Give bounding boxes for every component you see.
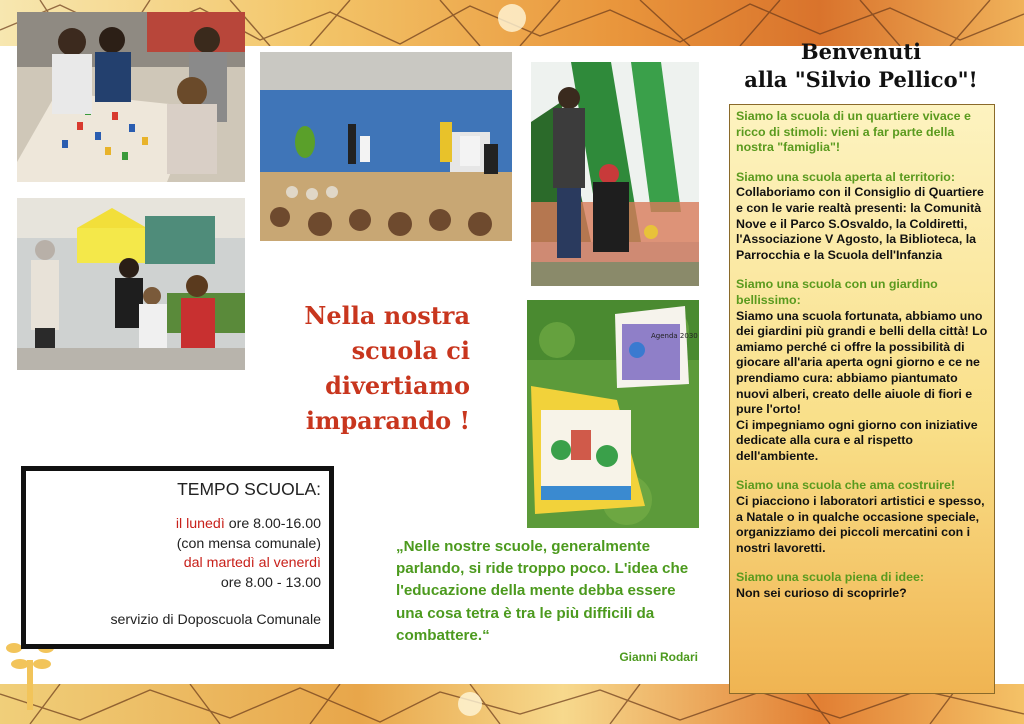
tempo-monday-label: il lunedì (175, 516, 225, 532)
tempo-scuola-box (21, 466, 334, 649)
info-territory-heading: Siamo una scuola aperta al territorio: (736, 169, 955, 184)
info-territory-text: Collaboriamo con il Consiglio di Quartiere e con le varie realtà presenti: la Comunità Nove e il Parco S.Osvaldo, la Coldiretti, l'Associazione V Agosto, la Biblioteca, la Parrocchia e la Scuola dell'Infanzia (736, 185, 984, 262)
tempo-heading: TEMPO SCUOLA: (177, 479, 321, 499)
photo-kids-painting-mural (531, 62, 699, 286)
info-build (736, 478, 988, 556)
info-garden-text-2: Ci impegniamo ogni giorno con iniziative dedicate alla cura e al rispetto dell'ambiente. (736, 417, 978, 463)
agenda-label: Agenda 2030 (651, 332, 698, 340)
tempo-week-label: dal martedì al venerdì (183, 555, 321, 572)
title-line-1: Benvenuti (800, 39, 922, 64)
slogan-line-1: Nella nostra (304, 301, 470, 330)
info-build-text: Ci piacciono i laboratori artistici e spesso, a Natale o in qualche occasione speciale, organizziamo dei piccoli mercatini con i nostri lavoretti. (736, 494, 985, 555)
tempo-monday (34, 515, 321, 535)
slogan (262, 298, 470, 438)
slogan-line-4: imparando ! (305, 406, 470, 435)
info-garden (736, 277, 988, 464)
quote-author: Gianni Rodari (619, 650, 698, 664)
photo-theatre-gym (260, 52, 512, 241)
info-territory (736, 170, 988, 264)
title-line-2: alla "Silvio Pellico"! (744, 67, 978, 92)
info-box (729, 104, 995, 694)
info-intro-heading: Siamo la scuola di un quartiere vivace e ricco di stimoli: vieni a far parte della nostra "famiglia"! (736, 109, 971, 155)
photo-market-stand (17, 198, 245, 370)
tempo-week-hours: ore 8.00 - 13.00 (220, 574, 321, 591)
info-build-heading: Siamo una scuola che ama costruire! (736, 478, 955, 493)
page-title (716, 38, 1006, 94)
photo-agenda-2030-boxes (527, 300, 699, 528)
photo-kids-letters-table (17, 12, 245, 182)
slogan-line-2: scuola ci (351, 336, 470, 365)
info-ideas (736, 570, 988, 601)
tempo-mensa: (con mensa comunale) (176, 535, 321, 552)
tempo-monday-hours: ore 8.00-16.00 (224, 516, 321, 532)
rodari-quote: „Nelle nostre scuole, generalmente parlando, si ride troppo poco. L'idea che l'educazione della mente debba essere una cosa tetra è tra le più difficili da combattere.“ (396, 538, 689, 644)
info-ideas-text: Non sei curioso di scoprirle? (736, 586, 907, 601)
info-garden-text-1: Siamo una scuola fortunata, abbiamo uno dei giardini più grandi e belli della città! Lo amiamo perché ci offre la possibilità di giocare all'aria aperta ogni giorno e ce ne prendiamo cura: abbiamo piantumato nuovi alberi, creato delle aiuole di fiori e pure l'orto! (736, 308, 988, 417)
slogan-line-3: divertiamo (325, 371, 470, 400)
info-intro (736, 109, 988, 156)
info-ideas-heading: Siamo una scuola piena di idee: (736, 570, 924, 585)
tempo-doposcuola: servizio di Doposcuola Comunale (110, 612, 321, 629)
info-garden-heading: Siamo una scuola con un giardino bellissimo: (736, 277, 938, 307)
